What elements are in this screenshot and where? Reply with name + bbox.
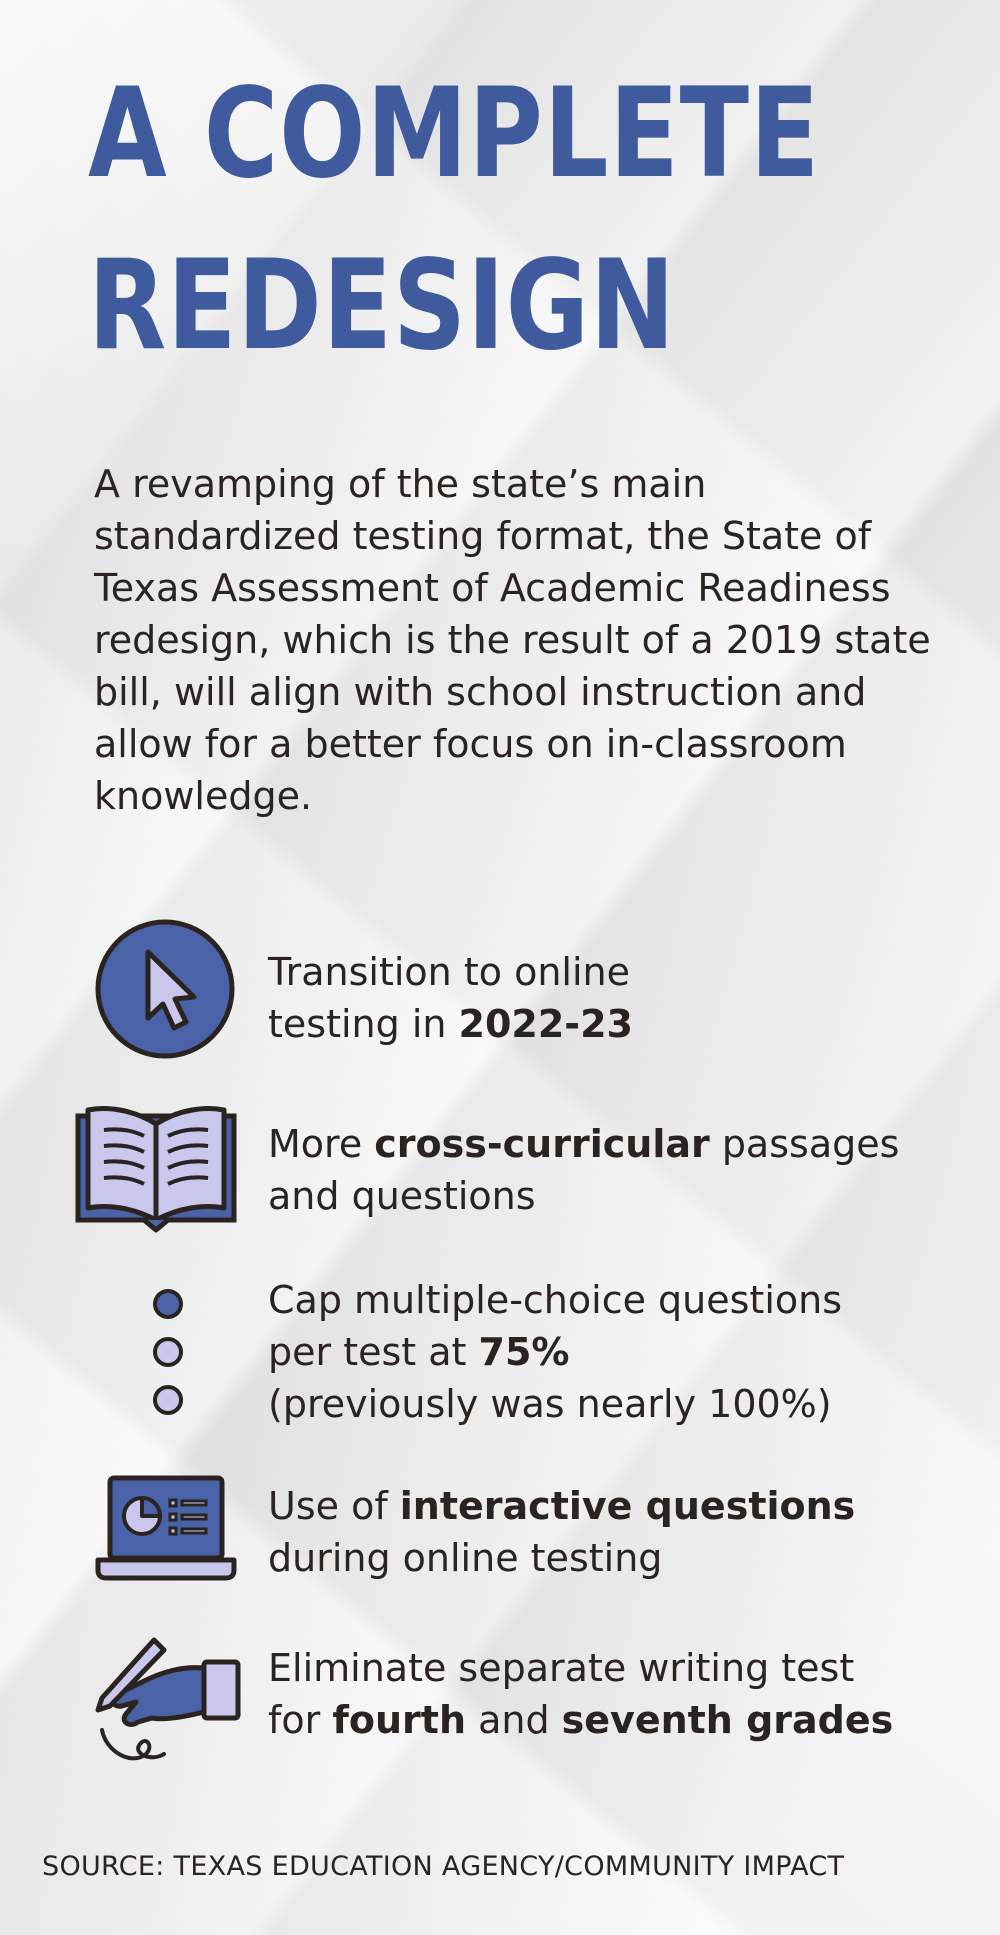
item-text: (previously was nearly 100%) [268,1382,832,1426]
laptop-chart-icon [94,1474,238,1584]
item-bold-text: interactive questions [399,1484,856,1528]
item-text: More [268,1122,375,1166]
open-book-icon [74,1096,238,1236]
item-bold-text: fourth [332,1698,466,1742]
item-text: Use of [268,1484,400,1528]
item-bold-text: 75% [478,1330,570,1374]
item-text: during online testing [268,1536,663,1580]
item-bold-text: cross-curricular [374,1122,710,1166]
title-line-1: A COMPLETE [88,62,821,206]
item-text: Transition to online testing in [268,950,630,1046]
cursor-icon [94,918,236,1060]
hand-writing-icon [92,1636,242,1772]
title-line-2: REDESIGN [88,234,676,378]
list-item [268,1274,968,1430]
list-item [268,1480,888,1584]
list-item [268,1118,968,1222]
item-text: per test at [268,1330,479,1374]
item-text: for [268,1698,333,1742]
item-text: and [466,1698,562,1742]
item-bold-text: 2022-23 [458,1002,633,1046]
list-item [268,1642,968,1746]
item-text: Eliminate separate writing test [268,1646,855,1690]
source-credit: SOURCE: TEXAS EDUCATION AGENCY/COMMUNITY IMPACT [42,1851,845,1882]
item-text: passages and questions [268,1122,900,1218]
item-bold-text: seventh grades [561,1698,894,1742]
intro-paragraph: A revamping of the state’s main standardized testing format, the State of Texas Assessment of Academic Readiness redesign, which is the result of a 2019 state bill, will align with school instruction and allow for a better focus on in-classroom knowledge. [94,462,931,818]
item-text: Cap multiple-choice questions [268,1278,843,1322]
page-title [88,62,821,378]
multiple-choice-bubbles-icon [148,1288,188,1428]
list-item [268,946,748,1050]
